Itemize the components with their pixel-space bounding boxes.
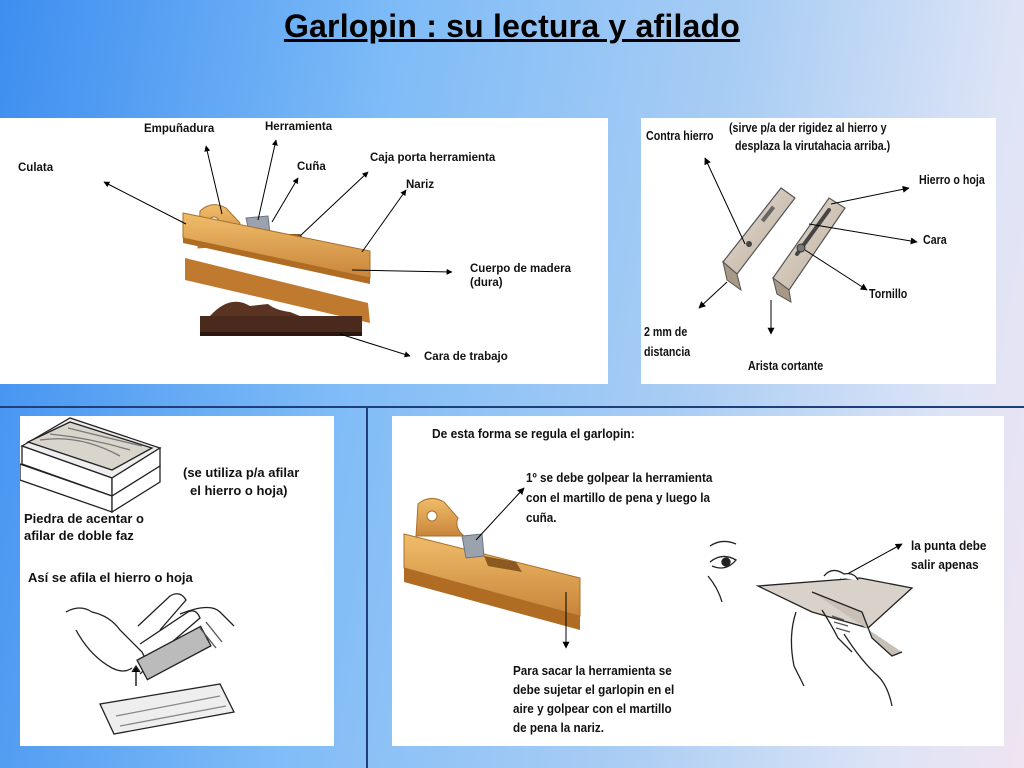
label-caja: Caja porta herramienta [370, 152, 496, 164]
label-intro: De esta forma se regula el garlopin: [432, 426, 635, 441]
label-nariz: Nariz [406, 179, 435, 191]
label-dist-1: 2 mm de [644, 324, 688, 339]
plane-iron-illustration [641, 118, 996, 384]
plane-parts-illustration [0, 118, 608, 384]
panel-plane-parts [0, 118, 608, 384]
plane-body [183, 205, 370, 323]
label-nota-2: desplaza la virutahacia arriba.) [735, 138, 891, 153]
label-cuerpo-2: (dura) [470, 277, 503, 289]
label-cuerpo-1: Cuerpo de madera [470, 263, 571, 275]
label-sacar-4: de pena la nariz. [513, 720, 605, 735]
label-paso1-1: 1º se debe golpear la herramienta [526, 470, 713, 485]
slide-title: Garlopin : su lectura y afilado [283, 8, 741, 44]
hands-sharpening-illustration [66, 594, 234, 734]
label-sacar-1: Para sacar la herramienta se [513, 663, 672, 678]
label-piedra-2: afilar de doble faz [24, 528, 134, 543]
label-punta-1: la punta debe [911, 538, 987, 553]
label-afila: Así se afila el hierro o hoja [28, 570, 193, 585]
label-empunadura: Empuñadura [144, 123, 215, 135]
panel-plane-iron [641, 118, 996, 384]
label-uso-2: el hierro o hoja) [190, 483, 288, 498]
label-sacar-2: debe sujetar el garlopin en el [513, 682, 675, 697]
stone-illustration [20, 418, 160, 512]
panel-adjusting [392, 416, 1004, 746]
label-paso1-3: cuña. [526, 510, 557, 525]
divider-horizontal [0, 406, 1024, 408]
label-nota-1: (sirve p/a der rigidez al hierro y [729, 120, 887, 135]
label-herramienta: Herramienta [265, 121, 333, 133]
label-piedra-1: Piedra de acentar o [24, 511, 144, 526]
label-paso1-2: con el martillo de pena y luego la [526, 490, 711, 505]
label-uso-1: (se utiliza p/a afilar [183, 465, 300, 480]
label-punta-2: salir apenas [911, 557, 979, 572]
label-arista: Arista cortante [748, 358, 824, 373]
label-cara: Cara [923, 232, 947, 247]
label-cara-trabajo: Cara de trabajo [424, 351, 508, 363]
panel-sharpening [20, 416, 334, 746]
label-cuna: Cuña [297, 161, 326, 173]
adjusting-illustration [392, 416, 1004, 746]
label-dist-2: distancia [644, 344, 691, 359]
divider-vertical [366, 408, 368, 768]
label-hierro-hoja: Hierro o hoja [919, 172, 985, 187]
label-culata: Culata [18, 162, 54, 174]
label-sacar-3: aire y golpear con el martillo [513, 701, 672, 716]
eye-and-plane-illustration [708, 541, 912, 706]
label-tornillo: Tornillo [869, 286, 908, 301]
label-contra-hierro: Contra hierro [646, 128, 714, 143]
